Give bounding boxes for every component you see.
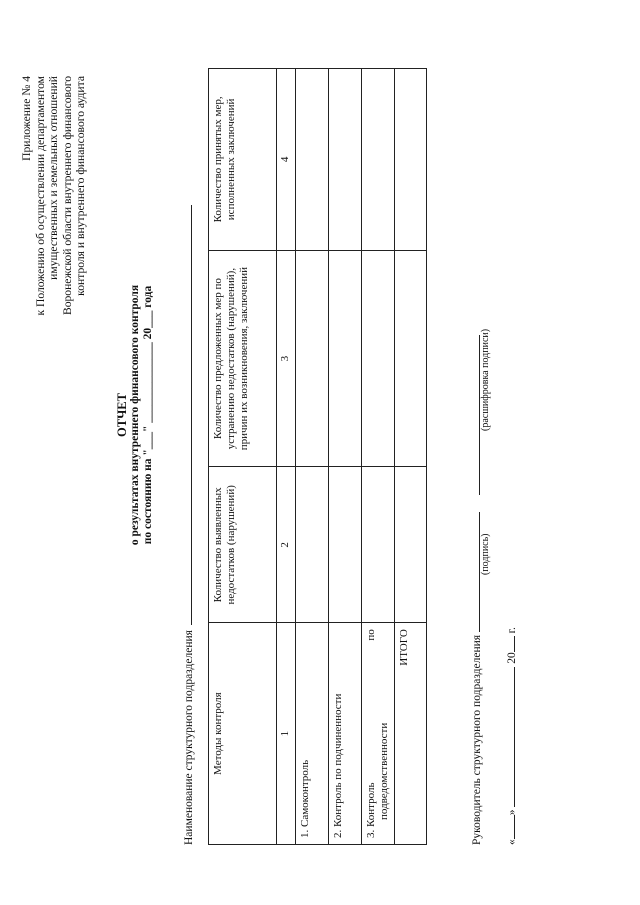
title-line-1: ОТЧЕТ bbox=[115, 393, 129, 437]
header-row bbox=[209, 69, 277, 845]
year-suffix: г. bbox=[506, 627, 518, 634]
appendix-line: Воронежской области внутреннего финансового bbox=[60, 76, 74, 316]
decode-blank bbox=[468, 335, 480, 495]
date-open-quote: « bbox=[506, 839, 518, 845]
appendix-note bbox=[20, 76, 88, 546]
decode-caption: (расшифровка подписи) bbox=[480, 328, 491, 431]
date-line bbox=[503, 627, 518, 845]
table-cell bbox=[362, 69, 395, 251]
row-method-part: по bbox=[365, 629, 377, 641]
table-cell bbox=[296, 69, 329, 251]
row-method: 2. Контроль по подчиненности bbox=[329, 623, 362, 845]
header-found: Количество выявленных недостатков (нарушений) bbox=[209, 467, 277, 623]
month-blank bbox=[503, 667, 515, 807]
signature-blank bbox=[468, 512, 480, 632]
column-number: 3 bbox=[277, 250, 296, 467]
table-cell bbox=[329, 69, 362, 251]
row-method bbox=[362, 623, 395, 845]
table-row bbox=[362, 69, 395, 845]
signature-label: Руководитель структурного подразделения bbox=[471, 634, 483, 845]
header-methods: Методы контроля bbox=[209, 623, 277, 845]
year-blank bbox=[503, 636, 515, 652]
header-proposed: Количество предложенных мер по устранению недостатков (нарушений), причин их возникновения, заключений bbox=[209, 250, 277, 467]
row-method-part: 3. Контроль bbox=[365, 782, 377, 838]
title-line-3: по состоянию на "___" ______________ 20___ года bbox=[142, 285, 154, 545]
column-number: 2 bbox=[277, 467, 296, 623]
table-row bbox=[296, 69, 329, 845]
table-cell bbox=[296, 250, 329, 467]
appendix-line: контроля и внутреннего финансового аудита bbox=[74, 76, 88, 296]
report-table bbox=[208, 68, 427, 845]
appendix-line: к Положению об осуществлении департаментом bbox=[33, 76, 47, 316]
signature-caption: (подпись) bbox=[480, 533, 491, 575]
column-number-row bbox=[277, 69, 296, 845]
unit-name-blank bbox=[180, 205, 192, 625]
table-cell bbox=[329, 467, 362, 623]
total-label: ИТОГО bbox=[395, 623, 427, 845]
title-line-2: о результатах внутреннего финансового контроля bbox=[129, 284, 141, 546]
table-cell bbox=[362, 467, 395, 623]
date-close-quote: » bbox=[506, 809, 518, 816]
appendix-line: имущественных и земельных отношений bbox=[47, 76, 61, 280]
unit-name-label: Наименование структурного подразделения bbox=[183, 630, 195, 845]
table-row bbox=[329, 69, 362, 845]
row-method-part: подведомственности bbox=[378, 722, 390, 820]
total-row bbox=[395, 69, 427, 845]
header-accepted: Количество принятых мер, исполненных заключений bbox=[209, 69, 277, 251]
table-cell bbox=[395, 467, 427, 623]
report-title bbox=[116, 175, 155, 655]
row-method-line bbox=[365, 629, 378, 838]
table-cell bbox=[362, 250, 395, 467]
table-cell bbox=[395, 250, 427, 467]
day-blank bbox=[503, 815, 515, 839]
column-number: 4 bbox=[277, 69, 296, 251]
appendix-line: Приложение № 4 bbox=[20, 76, 33, 161]
column-number: 1 bbox=[277, 623, 296, 845]
table-cell bbox=[296, 467, 329, 623]
table-cell bbox=[329, 250, 362, 467]
year-prefix: 20 bbox=[506, 652, 518, 664]
table-cell bbox=[395, 69, 427, 251]
row-method: 1. Самоконтроль bbox=[296, 623, 329, 845]
unit-name-field bbox=[180, 205, 195, 845]
